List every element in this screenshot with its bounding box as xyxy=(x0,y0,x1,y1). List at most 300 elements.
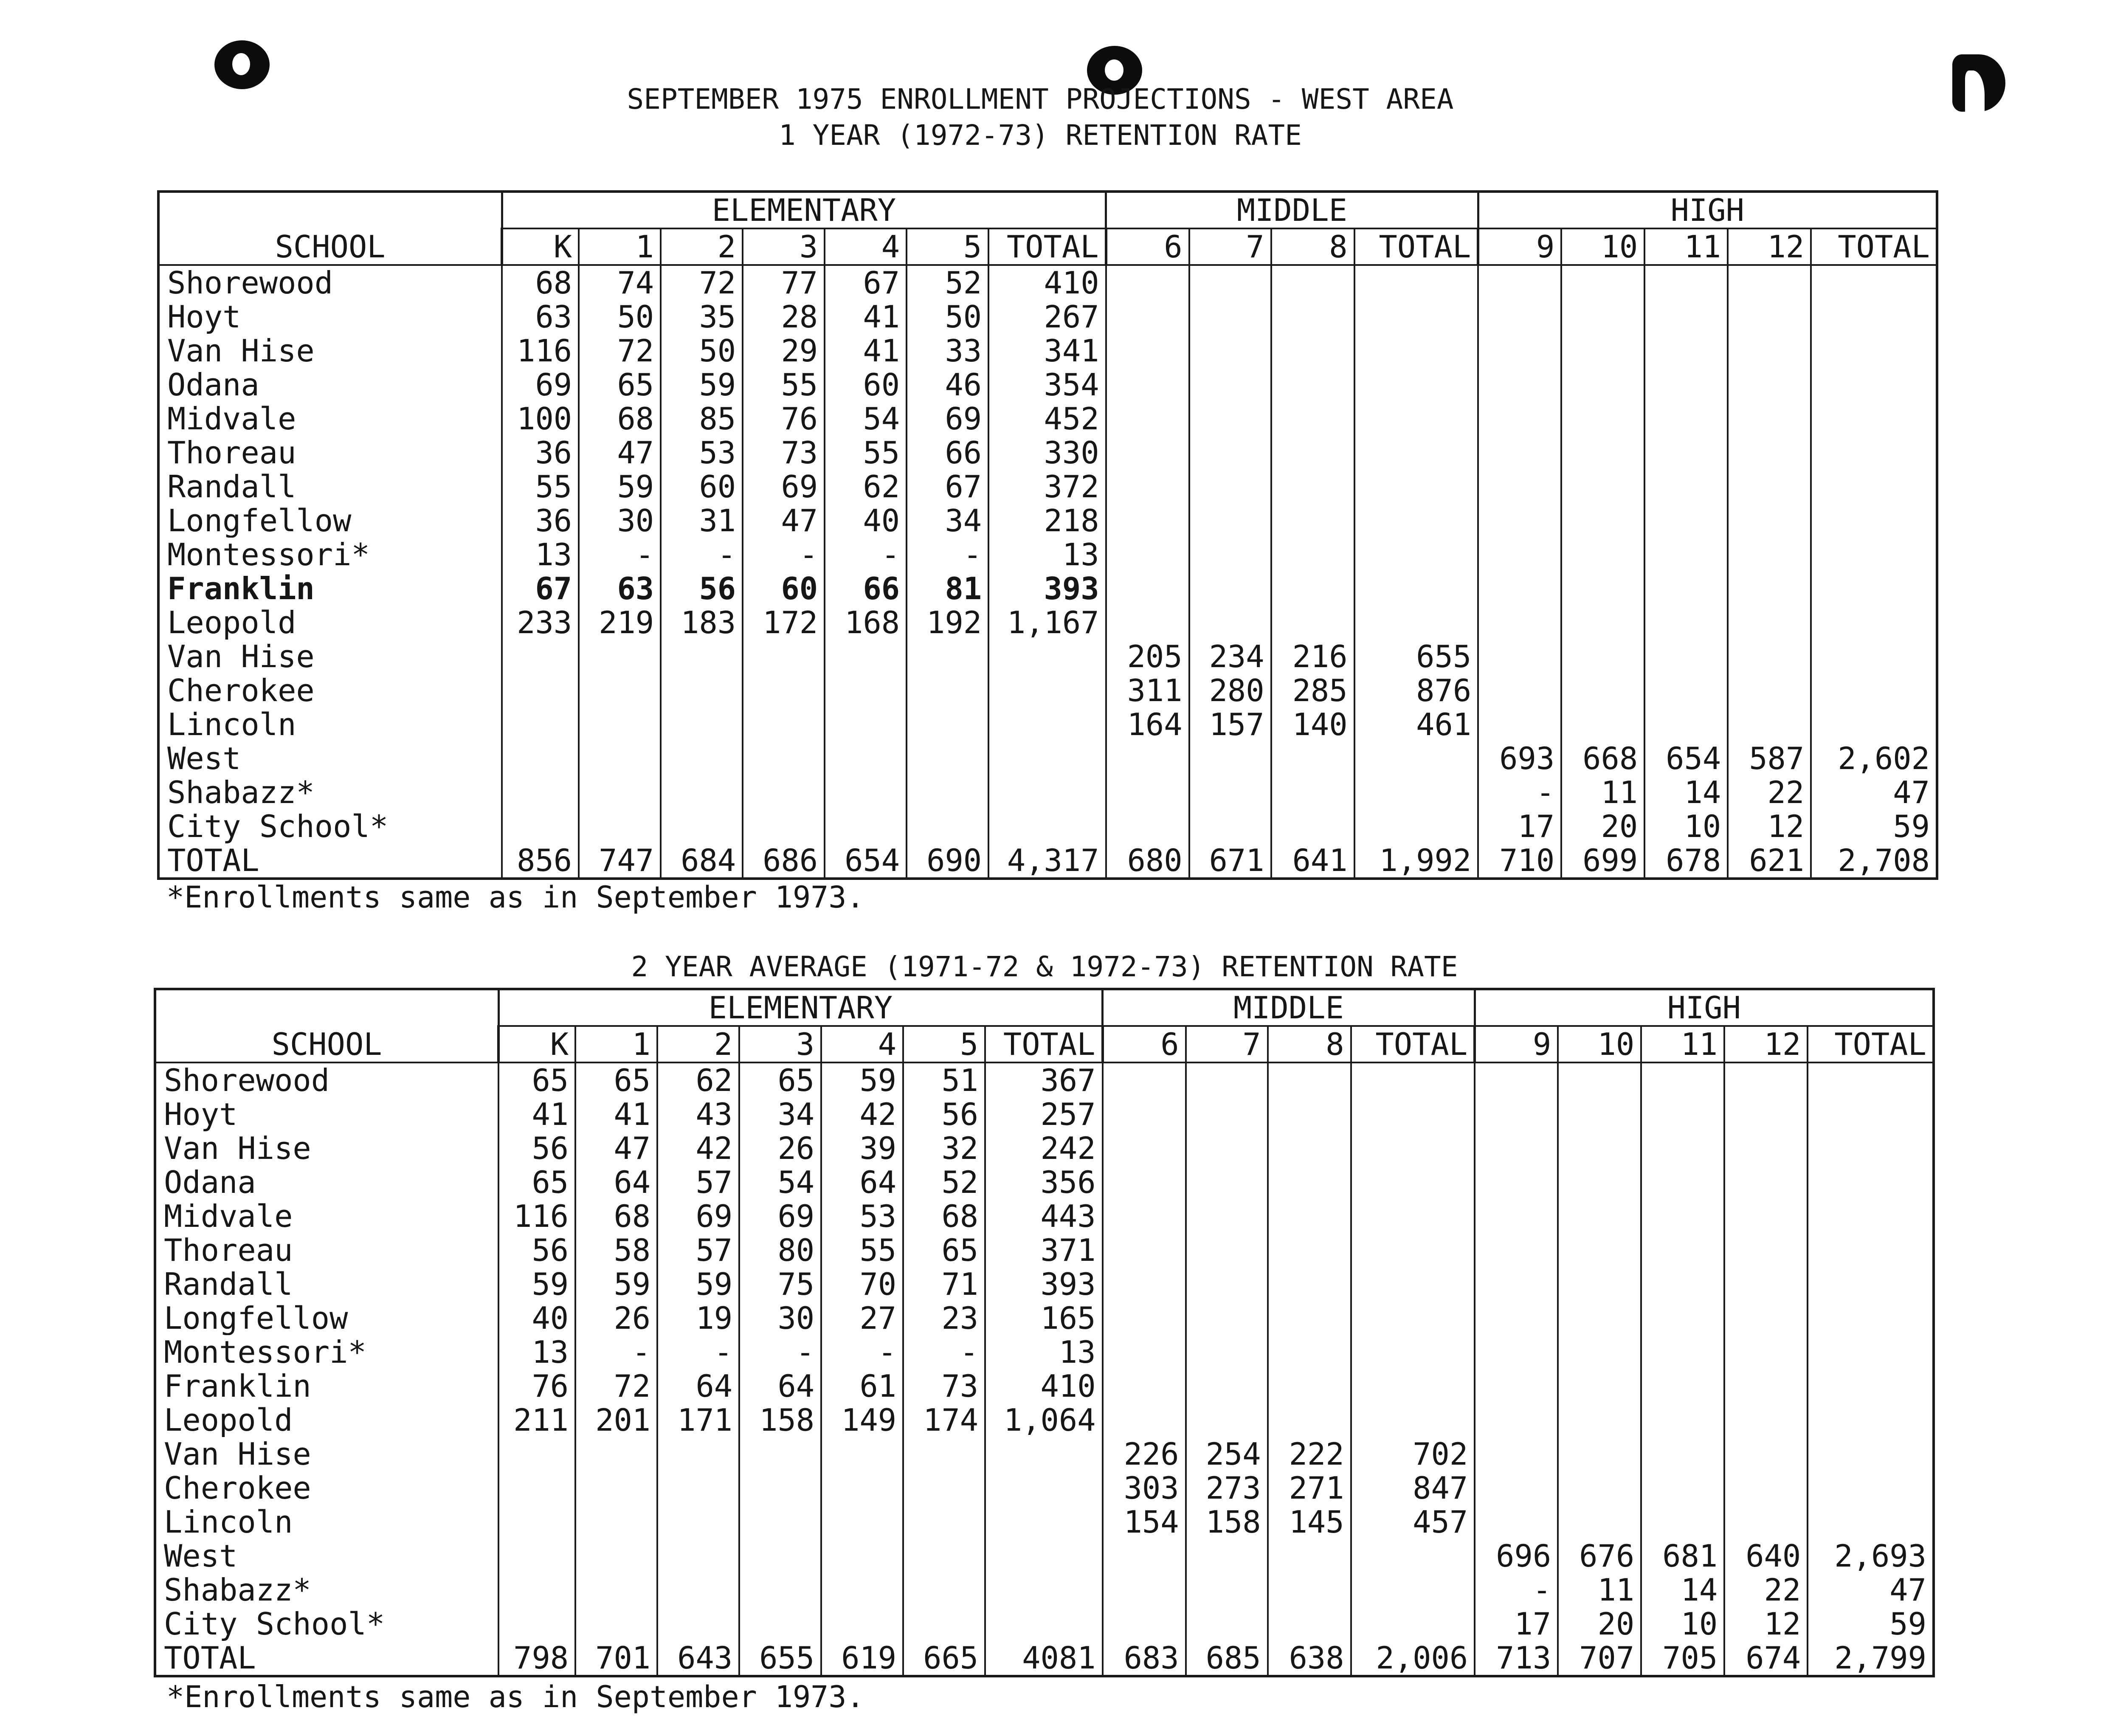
group-header-elementary: ELEMENTARY xyxy=(502,192,1106,228)
enrollment-cell xyxy=(1641,1165,1724,1199)
enrollment-cell xyxy=(1106,334,1189,368)
enrollment-cell: 33 xyxy=(907,334,988,368)
enrollment-cell xyxy=(1724,1097,1808,1131)
enrollment-cell xyxy=(1728,572,1811,606)
enrollment-cell xyxy=(1189,436,1271,470)
enrollment-cell: 22 xyxy=(1728,775,1811,809)
enrollment-cell: 73 xyxy=(903,1369,985,1403)
enrollment-cell xyxy=(579,809,661,843)
enrollment-cell xyxy=(657,1437,739,1471)
enrollment-cell xyxy=(1271,265,1354,300)
enrollment-cell: 461 xyxy=(1354,707,1478,741)
table2-subtitle: 2 YEAR AVERAGE (1971-72 & 1972-73) RETENTION RATE xyxy=(631,950,1458,983)
enrollment-cell xyxy=(1808,1267,1934,1301)
enrollment-cell xyxy=(1186,1335,1268,1369)
enrollment-cell xyxy=(1478,334,1561,368)
enrollment-cell xyxy=(1808,1165,1934,1199)
school-name: Odana xyxy=(164,1165,256,1199)
enrollment-cell: 271 xyxy=(1268,1471,1351,1505)
enrollment-cell: 65 xyxy=(498,1165,575,1199)
enrollment-cell xyxy=(1186,1267,1268,1301)
enrollment-cell xyxy=(1271,775,1354,809)
enrollment-cell: 26 xyxy=(739,1131,821,1165)
total-row xyxy=(155,1641,1934,1676)
enrollment-cell: 847 xyxy=(1351,1471,1475,1505)
enrollment-cell xyxy=(988,741,1106,775)
enrollment-cell xyxy=(1728,538,1811,572)
enrollment-cell xyxy=(907,741,988,775)
table-row xyxy=(158,775,1937,809)
enrollment-cell: 50 xyxy=(661,334,743,368)
school-name: Montessori* xyxy=(164,1335,366,1369)
school-name: Odana xyxy=(167,368,259,402)
enrollment-cell xyxy=(1106,436,1189,470)
column-header: 7 xyxy=(1189,228,1271,265)
enrollment-cell xyxy=(1644,640,1728,674)
enrollment-cell xyxy=(575,1471,657,1505)
table-row xyxy=(158,741,1937,775)
enrollment-cell: 587 xyxy=(1728,741,1811,775)
enrollment-cell: 157 xyxy=(1189,707,1271,741)
enrollment-cell: 55 xyxy=(821,1233,903,1267)
enrollment-cell: 65 xyxy=(498,1062,575,1097)
enrollment-cell: 158 xyxy=(739,1403,821,1437)
table-row xyxy=(158,572,1937,606)
enrollment-cell xyxy=(821,1539,903,1573)
enrollment-cell xyxy=(1189,300,1271,334)
enrollment-cell xyxy=(498,1573,575,1607)
enrollment-cell: 747 xyxy=(579,843,661,879)
enrollment-cell xyxy=(743,775,825,809)
enrollment-cell: - xyxy=(1475,1573,1558,1607)
enrollment-cell xyxy=(1351,1607,1475,1641)
enrollment-cell xyxy=(1271,538,1354,572)
enrollment-cell xyxy=(1186,1199,1268,1233)
footnote-table2: *Enrollments same as in September 1973. xyxy=(166,1680,864,1714)
enrollment-cell xyxy=(1106,741,1189,775)
enrollment-cell xyxy=(1644,538,1728,572)
enrollment-cell xyxy=(907,775,988,809)
enrollment-cell: 65 xyxy=(579,368,661,402)
enrollment-cell xyxy=(579,741,661,775)
enrollment-cell: 686 xyxy=(743,843,825,879)
enrollment-cell xyxy=(1103,1199,1186,1233)
enrollment-cell xyxy=(661,809,743,843)
enrollment-cell xyxy=(1189,606,1271,640)
column-header: TOTAL xyxy=(1354,228,1478,265)
enrollment-cell: 2,708 xyxy=(1811,843,1937,879)
enrollment-cell xyxy=(657,1607,739,1641)
enrollment-cell xyxy=(1644,368,1728,402)
enrollment-cell: 233 xyxy=(502,606,579,640)
table-row xyxy=(155,1097,1934,1131)
enrollment-cell: 62 xyxy=(657,1062,739,1097)
school-name: Midvale xyxy=(164,1199,293,1233)
enrollment-cell xyxy=(1478,504,1561,538)
enrollment-cell xyxy=(1811,674,1937,707)
enrollment-cell: 222 xyxy=(1268,1437,1351,1471)
enrollment-cell: 638 xyxy=(1268,1641,1351,1676)
enrollment-cell xyxy=(1724,1369,1808,1403)
enrollment-cell xyxy=(1351,1097,1475,1131)
table-row xyxy=(158,368,1937,402)
enrollment-cell: 665 xyxy=(903,1641,985,1676)
column-header: TOTAL xyxy=(1351,1026,1475,1062)
enrollment-cell xyxy=(1103,1573,1186,1607)
table-row xyxy=(155,1403,1934,1437)
enrollment-cell: 619 xyxy=(821,1641,903,1676)
enrollment-cell xyxy=(1478,300,1561,334)
enrollment-cell xyxy=(1103,1335,1186,1369)
enrollment-cell xyxy=(1641,1437,1724,1471)
enrollment-cell: 40 xyxy=(825,504,907,538)
enrollment-cell: 641 xyxy=(1271,843,1354,879)
enrollment-cell xyxy=(1103,1267,1186,1301)
enrollment-cell: 41 xyxy=(825,300,907,334)
school-name: Shabazz* xyxy=(164,1573,311,1607)
enrollment-cell: 280 xyxy=(1189,674,1271,707)
table-row xyxy=(155,1267,1934,1301)
enrollment-cell: 654 xyxy=(825,843,907,879)
enrollment-cell xyxy=(1186,1301,1268,1335)
enrollment-cell: 145 xyxy=(1268,1505,1351,1539)
enrollment-cell xyxy=(1728,300,1811,334)
enrollment-cell: 69 xyxy=(743,470,825,504)
school-name: Longfellow xyxy=(164,1301,348,1335)
enrollment-cell xyxy=(1268,1062,1351,1097)
enrollment-cell: 62 xyxy=(825,470,907,504)
enrollment-cell xyxy=(1106,368,1189,402)
enrollment-cell xyxy=(1268,1165,1351,1199)
table-row xyxy=(158,265,1937,300)
enrollment-cell xyxy=(1724,1335,1808,1369)
enrollment-cell: 4,317 xyxy=(988,843,1106,879)
enrollment-cell xyxy=(825,809,907,843)
table-row xyxy=(155,1335,1934,1369)
enrollment-cell xyxy=(1641,1471,1724,1505)
enrollment-cell xyxy=(1354,334,1478,368)
column-header: TOTAL xyxy=(1808,1026,1934,1062)
enrollment-cell: 701 xyxy=(575,1641,657,1676)
enrollment-cell: 57 xyxy=(657,1165,739,1199)
enrollment-cell: 168 xyxy=(825,606,907,640)
enrollment-cell: 2,693 xyxy=(1808,1539,1934,1573)
enrollment-cell xyxy=(1268,1199,1351,1233)
enrollment-cell xyxy=(1558,1369,1641,1403)
enrollment-cell: 876 xyxy=(1354,674,1478,707)
column-header: 8 xyxy=(1271,228,1354,265)
school-name: Randall xyxy=(164,1267,293,1301)
school-name: Van Hise xyxy=(167,640,315,674)
enrollment-cell xyxy=(1644,504,1728,538)
enrollment-cell xyxy=(739,1539,821,1573)
enrollment-cell xyxy=(502,809,579,843)
group-header-middle: MIDDLE xyxy=(1103,989,1475,1026)
table-row xyxy=(158,809,1937,843)
enrollment-cell xyxy=(1558,1471,1641,1505)
enrollment-cell xyxy=(1268,1131,1351,1165)
enrollment-cell xyxy=(1189,265,1271,300)
enrollment-cell: 2,799 xyxy=(1808,1641,1934,1676)
school-name: Leopold xyxy=(164,1403,293,1437)
enrollment-cell xyxy=(1268,1233,1351,1267)
enrollment-cell: - xyxy=(579,538,661,572)
enrollment-cell xyxy=(1271,402,1354,436)
enrollment-cell xyxy=(1724,1199,1808,1233)
enrollment-cell xyxy=(1641,1097,1724,1131)
school-name: TOTAL xyxy=(167,843,259,878)
enrollment-cell xyxy=(1106,300,1189,334)
enrollment-cell xyxy=(985,1607,1102,1641)
enrollment-cell xyxy=(825,707,907,741)
school-name: Van Hise xyxy=(164,1131,311,1165)
enrollment-cell xyxy=(1644,402,1728,436)
enrollment-cell xyxy=(1189,809,1271,843)
enrollment-cell: 64 xyxy=(657,1369,739,1403)
enrollment-cell: 158 xyxy=(1186,1505,1268,1539)
table-row xyxy=(158,707,1937,741)
enrollment-cell xyxy=(1641,1199,1724,1233)
enrollment-cell: 683 xyxy=(1103,1641,1186,1676)
enrollment-cell: 40 xyxy=(498,1301,575,1335)
table-row xyxy=(158,674,1937,707)
column-header: 6 xyxy=(1106,228,1189,265)
column-header: 8 xyxy=(1268,1026,1351,1062)
table-row xyxy=(155,1131,1934,1165)
enrollment-cell xyxy=(1811,402,1937,436)
enrollment-cell: 13 xyxy=(985,1335,1102,1369)
enrollment-cell: 61 xyxy=(821,1369,903,1403)
enrollment-cell: 41 xyxy=(498,1097,575,1131)
enrollment-cell xyxy=(1641,1267,1724,1301)
school-name: Lincoln xyxy=(164,1505,293,1539)
enrollment-cell xyxy=(1724,1471,1808,1505)
enrollment-cell: 211 xyxy=(498,1403,575,1437)
school-name: Shabazz* xyxy=(167,775,315,809)
enrollment-cell xyxy=(1811,707,1937,741)
enrollment-cell: 10 xyxy=(1644,809,1728,843)
enrollment-cell xyxy=(1728,707,1811,741)
column-header: 9 xyxy=(1475,1026,1558,1062)
enrollment-cell xyxy=(1558,1233,1641,1267)
table-row xyxy=(158,334,1937,368)
enrollment-cell xyxy=(1811,334,1937,368)
enrollment-cell xyxy=(575,1505,657,1539)
enrollment-cell: 303 xyxy=(1103,1471,1186,1505)
enrollment-cell: 216 xyxy=(1271,640,1354,674)
enrollment-cell xyxy=(1186,1607,1268,1641)
enrollment-cell xyxy=(1558,1097,1641,1131)
enrollment-cell: 54 xyxy=(739,1165,821,1199)
enrollment-cell xyxy=(1186,1062,1268,1097)
table-row xyxy=(158,504,1937,538)
table-row xyxy=(158,300,1937,334)
enrollment-cell xyxy=(1271,741,1354,775)
enrollment-cell xyxy=(821,1471,903,1505)
enrollment-cell xyxy=(1271,300,1354,334)
enrollment-cell: 140 xyxy=(1271,707,1354,741)
enrollment-cell xyxy=(1728,334,1811,368)
enrollment-cell xyxy=(1103,1233,1186,1267)
enrollment-cell xyxy=(1268,1573,1351,1607)
school-name: TOTAL xyxy=(164,1641,256,1676)
enrollment-cell xyxy=(1811,504,1937,538)
enrollment-cell xyxy=(739,1505,821,1539)
enrollment-cell: 28 xyxy=(743,300,825,334)
enrollment-cell: 42 xyxy=(821,1097,903,1131)
enrollment-cell: 77 xyxy=(743,265,825,300)
enrollment-cell xyxy=(1351,1573,1475,1607)
school-name: Hoyt xyxy=(164,1097,238,1131)
enrollment-cell xyxy=(1351,1233,1475,1267)
column-header: 11 xyxy=(1644,228,1728,265)
enrollment-cell: 35 xyxy=(661,300,743,334)
school-name: West xyxy=(164,1539,238,1573)
enrollment-cell xyxy=(1268,1267,1351,1301)
enrollment-cell xyxy=(1641,1335,1724,1369)
enrollment-cell xyxy=(1351,1539,1475,1573)
enrollment-cell xyxy=(1189,572,1271,606)
enrollment-cell: 702 xyxy=(1351,1437,1475,1471)
column-header: 3 xyxy=(739,1026,821,1062)
enrollment-cell xyxy=(739,1573,821,1607)
enrollment-cell xyxy=(1186,1165,1268,1199)
column-header: 3 xyxy=(743,228,825,265)
enrollment-cell: 58 xyxy=(575,1233,657,1267)
enrollment-cell: 47 xyxy=(579,436,661,470)
enrollment-cell: - xyxy=(825,538,907,572)
column-header: TOTAL xyxy=(1811,228,1937,265)
enrollment-cell: 67 xyxy=(825,265,907,300)
enrollment-cell: 60 xyxy=(825,368,907,402)
enrollment-cell: 55 xyxy=(743,368,825,402)
enrollment-cell: 699 xyxy=(1561,843,1644,879)
school-name: Shorewood xyxy=(167,265,333,300)
enrollment-cell xyxy=(1478,368,1561,402)
enrollment-cell xyxy=(1644,265,1728,300)
enrollment-cell xyxy=(657,1539,739,1573)
enrollment-cell xyxy=(502,741,579,775)
group-header-high: HIGH xyxy=(1475,989,1934,1026)
enrollment-cell xyxy=(1724,1233,1808,1267)
enrollment-cell xyxy=(1811,606,1937,640)
school-name: West xyxy=(167,741,241,775)
enrollment-cell xyxy=(1103,1607,1186,1641)
enrollment-cell: 65 xyxy=(903,1233,985,1267)
enrollment-cell xyxy=(739,1607,821,1641)
school-name: Randall xyxy=(167,470,296,504)
enrollment-cell: 234 xyxy=(1189,640,1271,674)
table-row xyxy=(155,1199,1934,1233)
enrollment-cell xyxy=(907,674,988,707)
enrollment-cell: 676 xyxy=(1558,1539,1641,1573)
enrollment-cell xyxy=(1103,1097,1186,1131)
enrollment-cell: 47 xyxy=(575,1131,657,1165)
enrollment-cell: 367 xyxy=(985,1062,1102,1097)
enrollment-cell xyxy=(1103,1165,1186,1199)
enrollment-cell: 60 xyxy=(743,572,825,606)
table-row xyxy=(155,1607,1934,1641)
enrollment-cell xyxy=(1561,265,1644,300)
enrollment-cell: 654 xyxy=(1644,741,1728,775)
enrollment-cell xyxy=(1478,640,1561,674)
column-header: K xyxy=(498,1026,575,1062)
enrollment-cell: 116 xyxy=(502,334,579,368)
enrollment-cell xyxy=(1728,606,1811,640)
enrollment-cell: 640 xyxy=(1724,1539,1808,1573)
enrollment-cell xyxy=(1271,470,1354,504)
enrollment-cell: - xyxy=(907,538,988,572)
enrollment-cell: 59 xyxy=(661,368,743,402)
school-name: Van Hise xyxy=(167,334,315,368)
enrollment-cell: 36 xyxy=(502,436,579,470)
enrollment-cell: 201 xyxy=(575,1403,657,1437)
table-row xyxy=(155,1369,1934,1403)
enrollment-cell: 69 xyxy=(907,402,988,436)
enrollment-cell xyxy=(1808,1301,1934,1335)
enrollment-cell xyxy=(579,674,661,707)
enrollment-cell: 174 xyxy=(903,1403,985,1437)
enrollment-cell: 11 xyxy=(1561,775,1644,809)
enrollment-table-1-year xyxy=(157,190,1938,880)
enrollment-cell: 23 xyxy=(903,1301,985,1335)
enrollment-cell xyxy=(1475,1267,1558,1301)
document-title: SEPTEMBER 1975 ENROLLMENT PROJECTIONS - WEST AREA xyxy=(627,83,1454,116)
enrollment-cell: - xyxy=(739,1335,821,1369)
enrollment-cell xyxy=(579,640,661,674)
enrollment-cell xyxy=(1186,1233,1268,1267)
enrollment-cell: 100 xyxy=(502,402,579,436)
enrollment-cell xyxy=(1728,674,1811,707)
group-header-elementary: ELEMENTARY xyxy=(498,989,1102,1026)
enrollment-cell xyxy=(1271,572,1354,606)
enrollment-cell xyxy=(743,707,825,741)
enrollment-cell xyxy=(825,775,907,809)
enrollment-cell: 31 xyxy=(661,504,743,538)
table-row xyxy=(155,1301,1934,1335)
table-row xyxy=(155,1539,1934,1573)
enrollment-cell xyxy=(661,775,743,809)
enrollment-cell: 20 xyxy=(1561,809,1644,843)
enrollment-cell: 285 xyxy=(1271,674,1354,707)
enrollment-cell: 34 xyxy=(907,504,988,538)
school-name: Cherokee xyxy=(167,674,315,707)
enrollment-cell xyxy=(1561,504,1644,538)
enrollment-cell xyxy=(1811,470,1937,504)
enrollment-cell: 356 xyxy=(985,1165,1102,1199)
enrollment-cell xyxy=(1271,606,1354,640)
enrollment-cell: 64 xyxy=(821,1165,903,1199)
column-header: 4 xyxy=(821,1026,903,1062)
enrollment-cell xyxy=(1728,436,1811,470)
enrollment-cell: 205 xyxy=(1106,640,1189,674)
column-header: 5 xyxy=(907,228,988,265)
enrollment-table-2-year xyxy=(154,988,1935,1677)
enrollment-cell xyxy=(1478,436,1561,470)
enrollment-cell: 66 xyxy=(907,436,988,470)
enrollment-cell xyxy=(1808,1369,1934,1403)
enrollment-cell xyxy=(657,1573,739,1607)
enrollment-cell: 65 xyxy=(575,1062,657,1097)
enrollment-cell: 149 xyxy=(821,1403,903,1437)
enrollment-cell xyxy=(661,674,743,707)
enrollment-cell xyxy=(1641,1301,1724,1335)
column-header: 12 xyxy=(1728,228,1811,265)
enrollment-cell: - xyxy=(821,1335,903,1369)
enrollment-cell xyxy=(1558,1403,1641,1437)
enrollment-cell xyxy=(743,809,825,843)
enrollment-cell: 13 xyxy=(498,1335,575,1369)
